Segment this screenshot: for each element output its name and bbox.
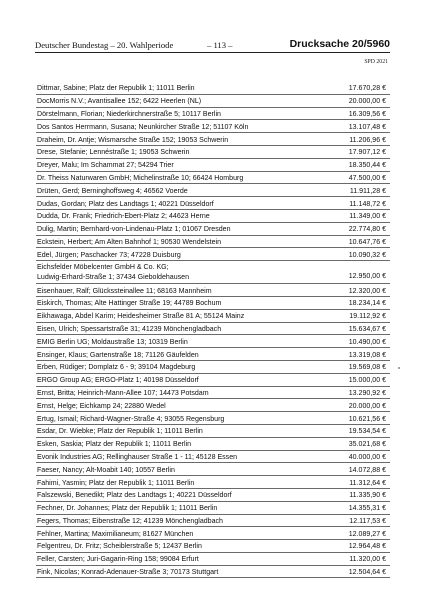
donation-amount: 12.950,00 €	[348, 273, 386, 281]
donor-name-address: Edel, Jürgen; Paschacker 73; 47228 Duisburg	[37, 251, 181, 259]
header-page-number: – 113 –	[207, 40, 233, 50]
table-row	[36, 184, 390, 197]
donation-amount: 10.090,32 €	[348, 251, 386, 259]
donation-amount: 12.964,48 €	[348, 543, 386, 551]
table-row	[36, 489, 390, 502]
donor-name-address: Eikhawaga, Abdel Karim; Heidesheimer Straße 81 A; 55124 Mainz	[37, 313, 245, 321]
donation-amount: 12.089,27 €	[348, 530, 386, 538]
table-row	[36, 82, 390, 95]
donation-amount: 13.319,08 €	[348, 351, 386, 359]
donor-name-address: Fahimi, Yasmin; Platz der Republik 1; 11011 Berlin	[37, 479, 195, 487]
donation-amount: 19.112,92 €	[349, 313, 386, 321]
donation-amount: 11.320,00 €	[349, 556, 386, 564]
table-row	[36, 361, 390, 374]
donor-name-address: Ertug, Ismail; Richard-Wagner-Straße 4; 93055 Regensburg	[37, 415, 225, 423]
donor-name-address: Dulig, Martin; Bernhard-von-Lindenau-Platz 1; 01067 Dresden	[37, 226, 231, 234]
donation-amount: 18.350,44 €	[348, 162, 386, 170]
donor-name-address: Eichsfelder Möbelcenter GmbH & Co. KG; Ludwig-Erhard-Straße 1; 37434 Gieboldehausen	[37, 264, 189, 281]
donor-name-address: Falszewski, Benedikt; Platz des Landtags 1; 40221 Düsseldorf	[37, 492, 232, 500]
donor-name-address: Fegers, Thomas; Eibenstraße 12; 41239 Mönchengladbach	[37, 517, 223, 525]
donor-name-address: Ernst, Britta; Heinrich-Mann-Allee 107; 14473 Potsdam	[37, 389, 209, 397]
donor-name-address: Dittmar, Sabine; Platz der Republik 1; 11011 Berlin	[37, 85, 195, 93]
donor-name-address: Eckstein, Herbert; Am Alten Bahnhof 1; 90530 Wendelstein	[37, 238, 221, 246]
table-row	[36, 172, 390, 185]
donation-amount: 16.309,56 €	[348, 110, 386, 118]
table-row	[36, 553, 390, 566]
header-document-suffix: 5960	[366, 38, 390, 50]
donor-name-address: Dos Santos Herrmann, Susana; Neunkircher Straße 12; 51107 Köln	[37, 123, 249, 131]
donation-amount: 12.320,00 €	[348, 287, 386, 295]
donation-amount: 18.234,14 €	[348, 300, 386, 308]
donation-amount: 19.534,54 €	[348, 428, 386, 436]
table-row	[36, 463, 390, 476]
table-row	[36, 451, 390, 464]
table-row	[36, 310, 390, 323]
donation-amount: 11.911,28 €	[349, 187, 386, 195]
donation-amount: 47.500,00 €	[348, 174, 386, 182]
donor-name-address: Fink, Nicolas; Konrad-Adenauer-Straße 3; 70173 Stuttgart	[37, 569, 219, 577]
donation-amount: 17.907,12 €	[348, 149, 386, 157]
donation-amount: 15.000,00 €	[348, 377, 386, 385]
donor-name-address: Fechner, Dr. Johannes; Platz der Republik 1; 11011 Berlin	[37, 505, 218, 513]
table-row	[36, 425, 390, 438]
header-rule	[35, 52, 390, 53]
table-row	[36, 261, 390, 284]
table-row	[36, 348, 390, 361]
header-publisher: Deutscher Bundestag – 20. Wahlperiode	[35, 40, 174, 50]
donor-name-address: Ensinger, Klaus; Gartenstraße 18; 71126 Gäufelden	[37, 351, 199, 359]
table-row	[36, 284, 390, 297]
donor-name-address: Faeser, Nancy; Alt-Moabit 140; 10557 Berlin	[37, 466, 175, 474]
table-row	[36, 236, 390, 249]
donation-amount: 11.312,64 €	[349, 479, 386, 487]
donor-name-address: DocMorris N.V.; Avantisallee 152; 6422 Heerlen (NL)	[37, 98, 202, 106]
table-row	[36, 399, 390, 412]
donation-amount: 13.290,92 €	[348, 389, 386, 397]
donor-name-address: Evonik Industries AG; Rellinghauser Straße 1 - 11; 45128 Essen	[37, 453, 238, 461]
donation-amount: 17.670,28 €	[348, 85, 386, 93]
table-row	[36, 515, 390, 528]
table-row	[36, 374, 390, 387]
donor-name-address: EMIG Berlin UG; Moldaustraße 13; 10319 Berlin	[37, 338, 188, 346]
table-row	[36, 335, 390, 348]
margin-dot	[398, 367, 400, 369]
table-row	[36, 108, 390, 121]
donor-name-address: Drese, Stefanie; Lennéstraße 1; 19053 Schwerin	[37, 149, 190, 157]
donor-name-address: Dudas, Gordan; Platz des Landtags 1; 40221 Düsseldorf	[37, 200, 214, 208]
table-row	[36, 210, 390, 223]
donor-name-address: Draheim, Dr. Antje; Wismarsche Straße 152; 19053 Schwerin	[37, 136, 229, 144]
donor-name-address: Dudda, Dr. Frank; Friedrich-Ebert-Platz 2; 44623 Herne	[37, 213, 210, 221]
table-row	[36, 120, 390, 133]
donor-name-address: Erben, Rüdiger; Domplatz 6 - 9; 39104 Magdeburg	[37, 364, 196, 372]
donor-name-address: Eiskirch, Thomas; Alte Hattinger Straße 19; 44789 Bochum	[37, 300, 222, 308]
donor-name-address: Dr. Theiss Naturwaren GmbH; Michelinstraße 10; 66424 Homburg	[37, 174, 244, 182]
donation-amount: 20.000,00 €	[348, 402, 386, 410]
donor-name-address: Eisen, Ulrich; Spessartstraße 31; 41239 Mönchengladbach	[37, 325, 222, 333]
table-row	[36, 412, 390, 425]
party-year-label: SPD 2021	[364, 59, 388, 65]
donation-amount: 35.021,68 €	[348, 441, 386, 449]
header-document-prefix: Drucksache 20/	[289, 38, 367, 50]
donor-table	[36, 82, 390, 578]
donor-name-address: ERGO Group AG; ERGO-Platz 1; 40198 Düsseldorf	[37, 377, 199, 385]
donation-amount: 14.355,31 €	[348, 505, 386, 513]
table-row	[36, 540, 390, 553]
donation-amount: 15.634,67 €	[348, 325, 386, 333]
page-header	[35, 38, 390, 52]
donation-amount: 40.000,00 €	[348, 453, 386, 461]
table-row	[36, 297, 390, 310]
table-row	[36, 476, 390, 489]
donation-amount: 11.206,96 €	[349, 136, 386, 144]
donor-name-address: Eisenhauer, Ralf; Glückssteinallee 11; 68163 Mannheim	[37, 287, 212, 295]
donation-amount: 11.335,90 €	[349, 492, 386, 500]
table-row	[36, 566, 390, 579]
donor-name-address: Dreyer, Malu; Im Schammat 27; 54294 Trier	[37, 162, 174, 170]
donation-amount: 22.774,80 €	[348, 226, 386, 234]
donor-name-address: Dörstelmann, Florian; Niederkirchnerstraße 5; 10117 Berlin	[37, 110, 221, 118]
donor-name-address: Ernst, Helge; Eichkamp 24; 22880 Wedel	[37, 402, 166, 410]
donation-amount: 12.117,53 €	[349, 517, 386, 525]
table-row	[36, 223, 390, 236]
donation-amount: 10.490,00 €	[348, 338, 386, 346]
table-row	[36, 527, 390, 540]
table-row	[36, 502, 390, 515]
donor-name-address: Felgentreu, Dr. Fritz; Scheiblerstraße 5; 12437 Berlin	[37, 543, 202, 551]
donation-amount: 10.621,56 €	[348, 415, 386, 423]
donation-amount: 11.148,72 €	[349, 200, 386, 208]
table-row	[36, 323, 390, 336]
donor-name-address: Esken, Saskia; Platz der Republik 1; 11011 Berlin	[37, 441, 192, 449]
donor-name-address: Drüten, Gerd; Berninghoffsweg 4; 46562 Voerde	[37, 187, 188, 195]
donor-name-address: Feller, Carsten; Juri-Gagarin-Ring 158; 99084 Erfurt	[37, 556, 199, 564]
donor-name-address: Fehlner, Martina; Maximilianeum; 81627 München	[37, 530, 194, 538]
donation-amount: 10.647,76 €	[348, 238, 386, 246]
donation-amount: 19.569,08 €	[348, 364, 386, 372]
header-document-number	[290, 38, 390, 50]
donation-amount: 11.349,00 €	[349, 213, 386, 221]
donation-amount: 12.504,64 €	[348, 569, 386, 577]
table-row	[36, 95, 390, 108]
table-row	[36, 197, 390, 210]
donation-amount: 14.072,88 €	[348, 466, 386, 474]
table-row	[36, 133, 390, 146]
donation-amount: 13.107,48 €	[348, 123, 386, 131]
table-row	[36, 159, 390, 172]
donor-name-address: Esdar, Dr. Wiebke; Platz der Republik 1; 11011 Berlin	[37, 428, 203, 436]
table-row	[36, 146, 390, 159]
table-row	[36, 438, 390, 451]
table-row	[36, 387, 390, 400]
donation-amount: 20.000,00 €	[348, 98, 386, 106]
table-row	[36, 248, 390, 261]
